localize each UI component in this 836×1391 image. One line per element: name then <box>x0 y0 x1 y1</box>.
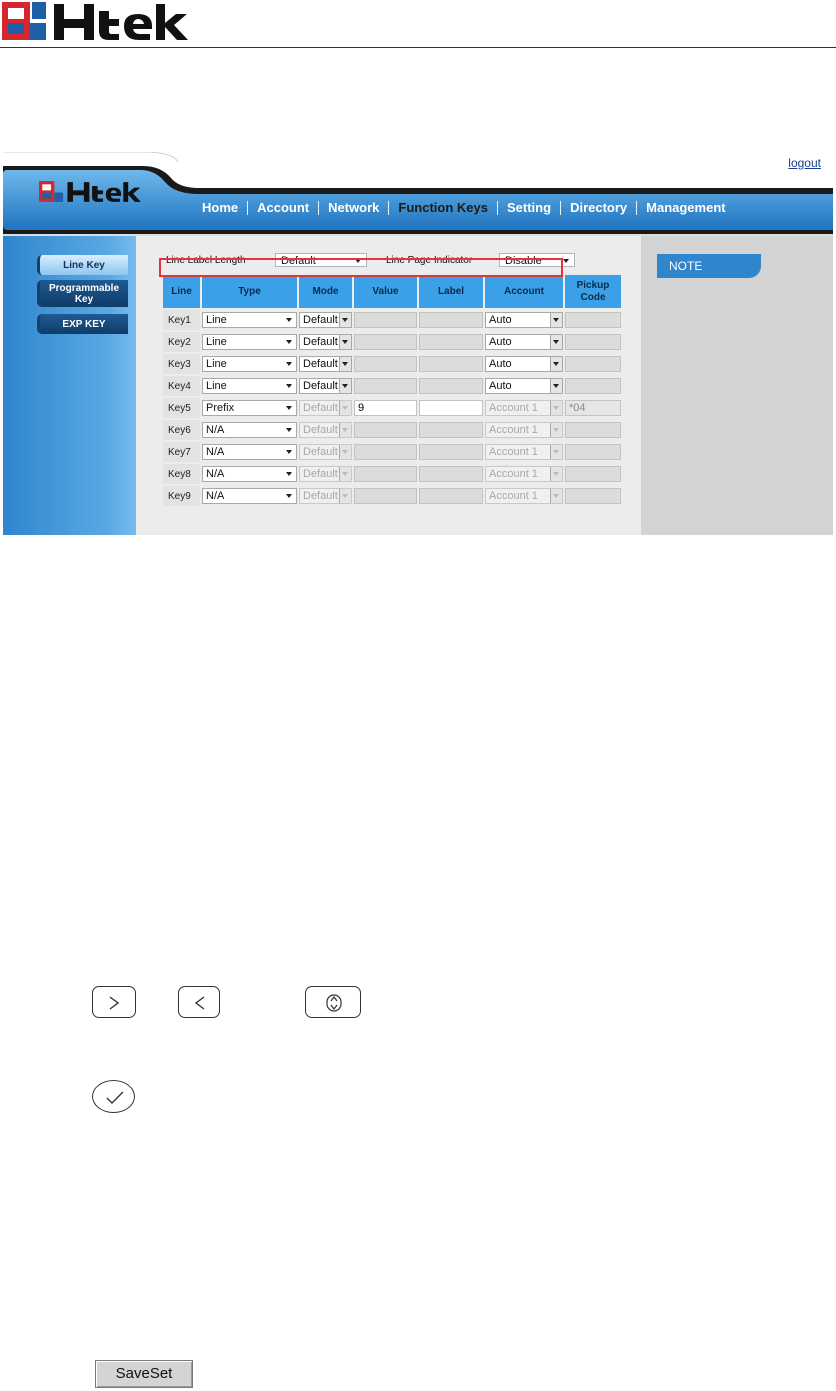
chevron-down-icon <box>286 450 292 454</box>
pickup-code-input[interactable] <box>565 356 621 372</box>
table-row <box>163 332 621 352</box>
pickup-code-input[interactable] <box>565 312 621 328</box>
account-value: Account 1 <box>489 468 538 480</box>
account-cell <box>485 442 563 462</box>
mode-cell <box>299 442 352 462</box>
pickup-cell <box>565 464 621 484</box>
chevron-down-icon <box>550 335 562 349</box>
type-cell <box>202 420 297 440</box>
pickup-code-input[interactable] <box>565 422 621 438</box>
table-row <box>163 442 621 462</box>
mode-value: Default <box>303 468 338 480</box>
pickup-cell <box>565 398 621 418</box>
note-tab: NOTE <box>657 254 761 278</box>
mode-value: Default <box>303 446 338 458</box>
up-down-key[interactable] <box>305 986 361 1018</box>
mode-cell <box>299 420 352 440</box>
mode-value: Default <box>303 336 338 348</box>
account-select[interactable] <box>485 444 563 460</box>
key-name: Key3 <box>163 354 200 374</box>
chevron-down-icon <box>286 494 292 498</box>
chevron-down-icon <box>339 379 351 393</box>
label-cell <box>419 464 483 484</box>
account-value: Account 1 <box>489 402 538 414</box>
key-name: Key2 <box>163 332 200 352</box>
label-input[interactable] <box>419 334 483 350</box>
chevron-down-icon <box>339 401 351 415</box>
value-cell <box>354 332 417 352</box>
type-value: Prefix <box>206 402 235 414</box>
pickup-cell <box>565 310 621 330</box>
chevron-down-icon <box>339 489 351 503</box>
type-select[interactable] <box>202 312 297 328</box>
column-header-account: Account <box>485 275 563 308</box>
column-header-type: Type <box>202 275 297 308</box>
value-input[interactable] <box>354 422 417 438</box>
key-name: Key9 <box>163 486 200 506</box>
chevron-down-icon <box>550 489 562 503</box>
account-cell <box>485 354 563 374</box>
account-value: Account 1 <box>489 424 538 436</box>
mode-select[interactable] <box>299 400 352 416</box>
table-row <box>163 310 621 330</box>
table-row <box>163 420 621 440</box>
value-cell <box>354 420 417 440</box>
mode-cell <box>299 464 352 484</box>
type-value: Line <box>206 358 227 370</box>
label-cell <box>419 486 483 506</box>
key-name: Key6 <box>163 420 200 440</box>
line-label-length-label: Line Label Length <box>166 255 246 266</box>
right-arrow-key-icon <box>93 987 137 1019</box>
chevron-down-icon <box>339 467 351 481</box>
type-select[interactable] <box>202 488 297 504</box>
chevron-down-icon <box>339 335 351 349</box>
chevron-down-icon <box>339 445 351 459</box>
header-rule <box>0 47 836 48</box>
table-row <box>163 464 621 484</box>
column-header-pickup-code: Pickup Code <box>565 275 621 308</box>
chevron-down-icon <box>286 406 292 410</box>
label-cell <box>419 398 483 418</box>
type-cell <box>202 442 297 462</box>
label-input[interactable] <box>419 378 483 394</box>
key-name: Key8 <box>163 464 200 484</box>
line-label-length-select[interactable] <box>275 253 367 267</box>
label-cell <box>419 376 483 396</box>
chevron-down-icon <box>286 472 292 476</box>
key-name: Key4 <box>163 376 200 396</box>
pickup-cell <box>565 420 621 440</box>
table-header-row <box>163 275 621 308</box>
ok-checkmark-key-icon <box>93 1081 136 1114</box>
value-input[interactable] <box>354 356 417 372</box>
line-label-length-value: Default <box>281 255 316 267</box>
mode-select[interactable] <box>299 488 352 504</box>
mode-select[interactable] <box>299 466 352 482</box>
account-cell <box>485 486 563 506</box>
value-cell <box>354 464 417 484</box>
account-value: Account 1 <box>489 490 538 502</box>
key-name: Key5 <box>163 398 200 418</box>
value-input[interactable] <box>354 312 417 328</box>
value-input[interactable] <box>354 334 417 350</box>
chevron-down-icon <box>339 357 351 371</box>
label-input[interactable] <box>419 400 483 416</box>
chevron-down-icon <box>355 259 361 263</box>
mode-cell <box>299 310 352 330</box>
key-name: Key1 <box>163 310 200 330</box>
label-cell <box>419 420 483 440</box>
account-select[interactable] <box>485 488 563 504</box>
type-select[interactable] <box>202 466 297 482</box>
value-input[interactable] <box>354 378 417 394</box>
account-value: Auto <box>489 336 512 348</box>
label-input[interactable] <box>419 422 483 438</box>
chevron-down-icon <box>550 445 562 459</box>
webui-logo <box>39 178 143 206</box>
value-cell <box>354 442 417 462</box>
type-value: Line <box>206 314 227 326</box>
table-row <box>163 376 621 396</box>
mode-cell <box>299 376 352 396</box>
value-cell <box>354 486 417 506</box>
nav-network[interactable]: Network <box>319 201 389 215</box>
chevron-down-icon <box>286 362 292 366</box>
type-select[interactable] <box>202 444 297 460</box>
sidebar-item-exp-key[interactable]: EXP KEY <box>37 314 128 334</box>
value-cell <box>354 310 417 330</box>
type-value: N/A <box>206 468 225 480</box>
sidebar <box>3 236 136 535</box>
label-input[interactable] <box>419 312 483 328</box>
label-input[interactable] <box>419 356 483 372</box>
value-input[interactable] <box>354 488 417 504</box>
chevron-down-icon <box>286 340 292 344</box>
pickup-cell <box>565 332 621 352</box>
pickup-code-input[interactable]: *04 <box>565 400 621 416</box>
mode-cell <box>299 398 352 418</box>
nav-setting[interactable]: Setting <box>498 201 561 215</box>
value-cell <box>354 376 417 396</box>
column-header-label: Label <box>419 275 483 308</box>
account-select[interactable] <box>485 400 563 416</box>
type-value: Line <box>206 336 227 348</box>
pickup-cell <box>565 376 621 396</box>
type-cell <box>202 398 297 418</box>
type-value: N/A <box>206 424 225 436</box>
column-header-mode: Mode <box>299 275 352 308</box>
account-select[interactable] <box>485 334 563 350</box>
pickup-cell <box>565 486 621 506</box>
right-arrow-key[interactable] <box>92 986 136 1018</box>
type-select[interactable] <box>202 400 297 416</box>
account-value: Auto <box>489 358 512 370</box>
account-select[interactable] <box>485 356 563 372</box>
type-value: Line <box>206 380 227 392</box>
chevron-down-icon <box>563 259 569 263</box>
value-input[interactable] <box>354 466 417 482</box>
account-cell <box>485 332 563 352</box>
logout-link[interactable]: logout <box>788 156 821 170</box>
chevron-down-icon <box>550 313 562 327</box>
value-input[interactable]: 9 <box>354 400 417 416</box>
value-cell <box>354 354 417 374</box>
table-row <box>163 354 621 374</box>
chevron-down-icon <box>550 379 562 393</box>
mode-value: Default <box>303 380 338 392</box>
pickup-code-input[interactable] <box>565 378 621 394</box>
type-select[interactable] <box>202 378 297 394</box>
chevron-down-icon <box>550 423 562 437</box>
type-cell <box>202 376 297 396</box>
chevron-down-icon <box>286 318 292 322</box>
pickup-cell <box>565 442 621 462</box>
mode-cell <box>299 486 352 506</box>
account-select[interactable] <box>485 466 563 482</box>
webui-screenshot <box>3 152 833 535</box>
type-cell <box>202 464 297 484</box>
line-page-indicator-label: Line Page Indicator <box>386 255 473 266</box>
pickup-code-input[interactable] <box>565 488 621 504</box>
account-select[interactable] <box>485 312 563 328</box>
account-value: Auto <box>489 314 512 326</box>
label-cell <box>419 442 483 462</box>
chevron-down-icon <box>339 423 351 437</box>
line-page-indicator-value: Disable <box>505 255 542 267</box>
main-nav <box>193 197 735 219</box>
account-select[interactable] <box>485 422 563 438</box>
pickup-code-input[interactable] <box>565 466 621 482</box>
label-cell <box>419 354 483 374</box>
mode-select[interactable] <box>299 334 352 350</box>
nav-management[interactable]: Management <box>646 200 726 215</box>
mode-value: Default <box>303 314 338 326</box>
mode-value: Default <box>303 402 338 414</box>
pickup-code-input[interactable] <box>565 444 621 460</box>
account-value: Auto <box>489 380 512 392</box>
type-cell <box>202 310 297 330</box>
mode-cell <box>299 354 352 374</box>
mode-select[interactable] <box>299 312 352 328</box>
chevron-down-icon <box>550 357 562 371</box>
chevron-down-icon <box>286 384 292 388</box>
up-down-key-icon <box>306 987 362 1019</box>
sidebar-item-line-key[interactable]: Line Key <box>37 255 128 275</box>
type-cell <box>202 354 297 374</box>
type-cell <box>202 332 297 352</box>
mode-value: Default <box>303 358 338 370</box>
account-value: Account 1 <box>489 446 538 458</box>
nav-directory[interactable]: Directory <box>561 201 637 215</box>
value-input[interactable] <box>354 444 417 460</box>
chevron-down-icon <box>339 313 351 327</box>
mode-value: Default <box>303 424 338 436</box>
mode-value: Default <box>303 490 338 502</box>
saveset-button[interactable]: SaveSet <box>95 1360 193 1388</box>
pickup-code-input[interactable] <box>565 334 621 350</box>
type-select[interactable] <box>202 334 297 350</box>
function-keys-table <box>161 273 623 508</box>
account-cell <box>485 310 563 330</box>
account-cell <box>485 420 563 440</box>
pickup-cell <box>565 354 621 374</box>
mode-select[interactable] <box>299 422 352 438</box>
mode-cell <box>299 332 352 352</box>
table-row <box>163 398 621 418</box>
function-keys-content <box>136 236 641 535</box>
nav-function-keys[interactable]: Function Keys <box>389 201 498 215</box>
htek-logo <box>2 2 192 42</box>
type-cell <box>202 486 297 506</box>
type-value: N/A <box>206 446 225 458</box>
chevron-down-icon <box>550 467 562 481</box>
column-header-line: Line <box>163 275 200 308</box>
label-input[interactable] <box>419 444 483 460</box>
chevron-down-icon <box>286 428 292 432</box>
type-value: N/A <box>206 490 225 502</box>
nav-home[interactable]: Home <box>193 201 248 215</box>
account-cell <box>485 464 563 484</box>
value-cell <box>354 398 417 418</box>
mode-select[interactable] <box>299 356 352 372</box>
account-cell <box>485 376 563 396</box>
mode-select[interactable] <box>299 378 352 394</box>
line-page-indicator-select[interactable] <box>499 253 575 267</box>
account-cell <box>485 398 563 418</box>
label-input[interactable] <box>419 466 483 482</box>
chevron-down-icon <box>550 401 562 415</box>
left-arrow-key[interactable] <box>178 986 220 1018</box>
sidebar-item-programmable-key[interactable]: Programmable Key <box>37 280 128 307</box>
type-select[interactable] <box>202 356 297 372</box>
key-name: Key7 <box>163 442 200 462</box>
table-row <box>163 486 621 506</box>
note-panel <box>641 236 833 535</box>
column-header-value: Value <box>354 275 417 308</box>
nav-account[interactable]: Account <box>248 201 319 215</box>
account-select[interactable] <box>485 378 563 394</box>
label-input[interactable] <box>419 488 483 504</box>
left-arrow-key-icon <box>179 987 221 1019</box>
mode-select[interactable] <box>299 444 352 460</box>
label-cell <box>419 332 483 352</box>
label-cell <box>419 310 483 330</box>
ok-key[interactable] <box>92 1080 135 1113</box>
type-select[interactable] <box>202 422 297 438</box>
